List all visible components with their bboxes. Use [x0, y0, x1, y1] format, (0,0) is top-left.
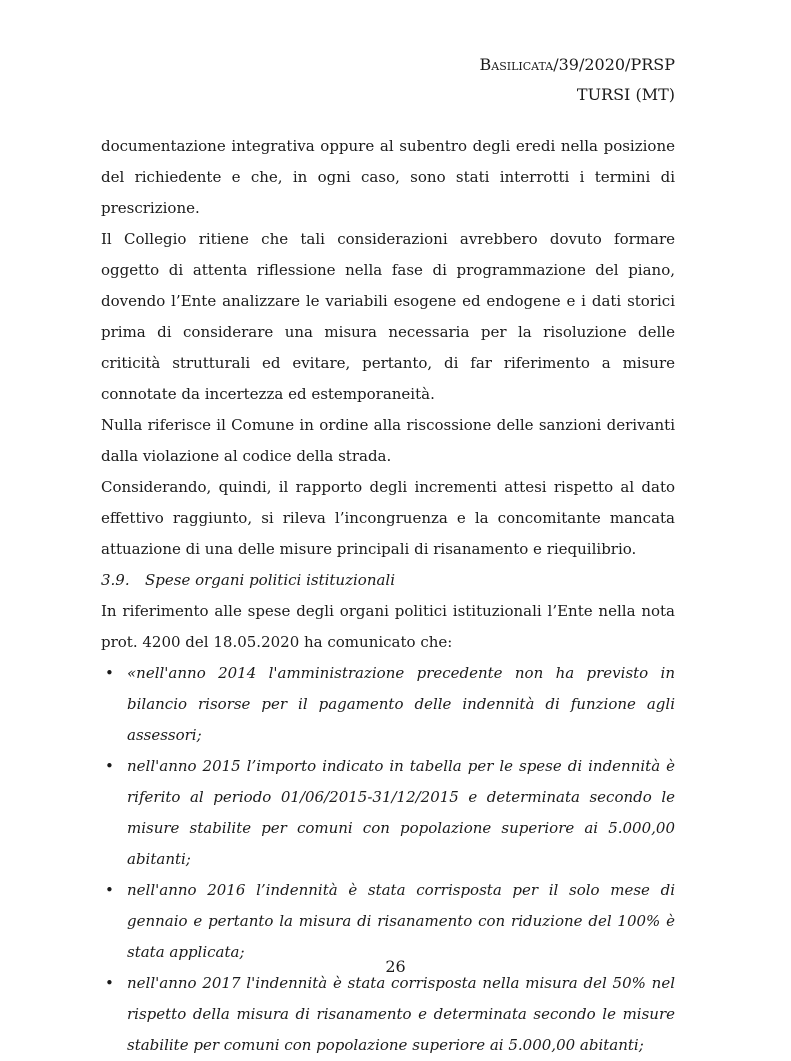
paragraph: Nulla riferisce il Comune in ordine alla riscossione delle sanzioni derivanti dalla violazione al codice della strada. [101, 416, 675, 465]
list-item [101, 875, 675, 968]
municipality-name: TURSI (MT) [576, 85, 675, 104]
paragraph: Il Collegio ritiene che tali considerazioni avrebbero dovuto formare oggetto di attenta riflessione nella fase di programmazione del piano, dovendo l’Ente analizzare le variabili esogene ed endogene e i dati storici prima di considerare una misura necessaria per la risoluzione delle criticità strutturali ed evitare, pertanto, di far riferimento a misure connotate da incertezza ed estemporaneità. [101, 230, 675, 403]
page-number: 26 [385, 957, 406, 976]
list-item [101, 751, 675, 875]
paragraph: documentazione integrativa oppure al subentro degli eredi nella posizione del richiedente e che, in ogni caso, sono stati interrotti i termini di prescrizione. [101, 137, 675, 217]
document-body [101, 131, 675, 1061]
list-item-text: nell'anno 2017 l'indennità è stata corrisposta nella misura del 50% nel rispetto della misura di risanamento e determinata secondo le misure stabilite per comuni con popolazione superiore ai 5.000,00 abitanti; [127, 974, 675, 1054]
section-number: 3.9. [101, 571, 130, 589]
page-header [480, 50, 675, 110]
intro-paragraph: In riferimento alle spese degli organi politici istituzionali l’Ente nella nota prot. 4200 del 18.05.2020 ha comunicato che: [101, 602, 675, 651]
section-heading [101, 565, 675, 596]
paragraph: Considerando, quindi, il rapporto degli incrementi attesi rispetto al dato effettivo raggiunto, si rileva l’incongruenza e la concomitante mancata attuazione di una delle misure principali di risanamento e riequilibrio. [101, 478, 675, 558]
bullet-list [101, 658, 675, 1061]
list-item-text: «nell'anno 2014 l'amministrazione precedente non ha previsto in bilancio risorse per il pagamento delle indennità di funzione agli assessori; [127, 664, 675, 744]
bullet-icon: • [105, 757, 114, 775]
list-item-text: nell'anno 2015 l’importo indicato in tabella per le spese di indennità è riferito al periodo 01/06/2015-31/12/2015 e determinata secondo le misure stabilite per comuni con popolazione superiore ai 5.000,00 abitanti; [127, 757, 675, 868]
list-item [101, 968, 675, 1061]
bullet-icon: • [105, 664, 114, 682]
section-title: Spese organi politici istituzionali [145, 571, 396, 589]
bullet-icon: • [105, 974, 114, 992]
document-reference: Basilicata/39/2020/PRSP [479, 55, 675, 74]
list-item [101, 658, 675, 751]
list-item-text: nell'anno 2016 l’indennità è stata corrisposta per il solo mese di gennaio e pertanto la misura di risanamento con riduzione del 100% è stata applicata; [127, 881, 675, 961]
bullet-icon: • [105, 881, 114, 899]
